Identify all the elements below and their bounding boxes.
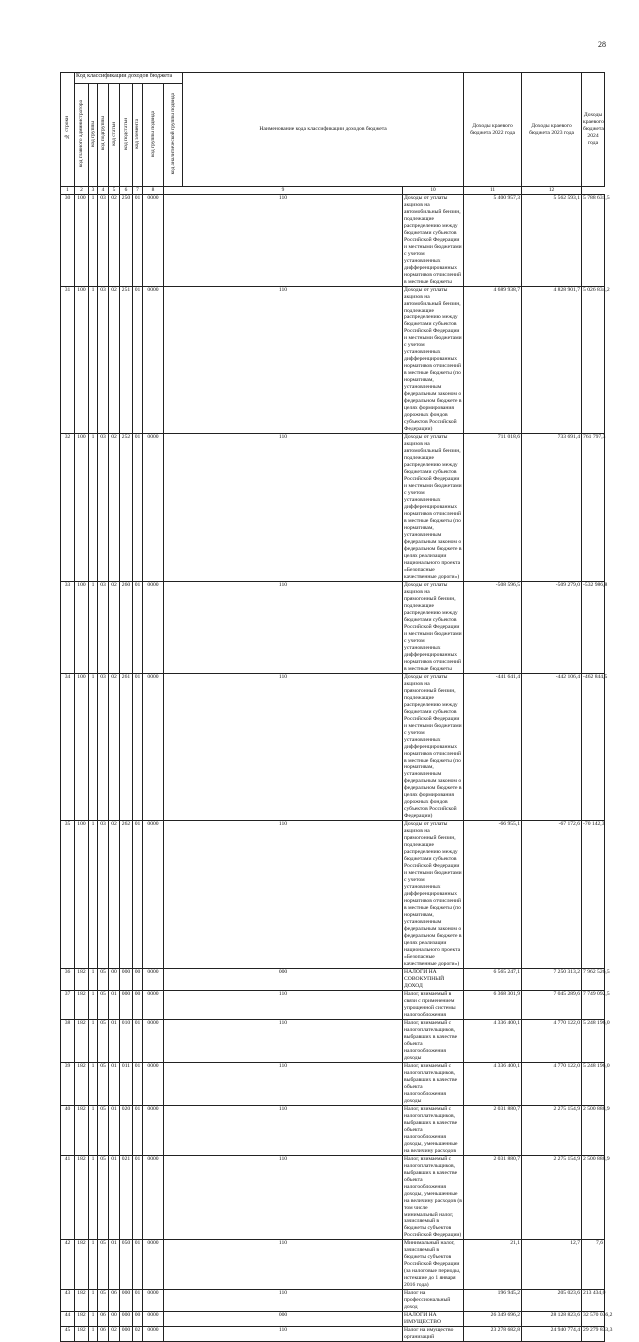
table-row: [61, 990, 605, 1019]
value-2023: 4 770 122,0: [522, 1062, 582, 1105]
row-number: 36: [61, 969, 75, 991]
code-element: 00: [133, 1312, 143, 1327]
code-article: 01: [109, 1019, 120, 1062]
code-subtype-group: 0000: [143, 969, 164, 991]
value-2024: 5 248 196,0: [582, 1062, 605, 1105]
code-analytic: 110: [164, 1062, 403, 1105]
code-element: 01: [133, 1105, 143, 1155]
value-2024: 5 026 834,2: [582, 286, 605, 434]
code-group: 1: [89, 1062, 98, 1105]
value-2024: 761 797,3: [582, 434, 605, 582]
code-analytic: 110: [164, 434, 403, 582]
row-number: 32: [61, 434, 75, 582]
code-group: 1: [89, 673, 98, 821]
revenue-name: Налог, взимаемый с налогоплательщиков, выбравших в качестве объекта налогообложения доходы: [403, 1062, 464, 1105]
code-subgroup: 05: [98, 969, 109, 991]
code-analytic: 110: [164, 990, 403, 1019]
code-group: 1: [89, 581, 98, 673]
code-admin: 100: [75, 286, 89, 434]
value-2022: -441 641,4: [464, 673, 522, 821]
code-analytic: 110: [164, 1327, 403, 1342]
code-group: 1: [89, 1019, 98, 1062]
code-article: 01: [109, 1062, 120, 1105]
code-article: 01: [109, 1155, 120, 1240]
value-2023: 7 045 289,6: [522, 990, 582, 1019]
table-row: [61, 969, 605, 991]
table-row: [61, 1105, 605, 1155]
code-admin: 182: [75, 1155, 89, 1240]
code-subarticle: 252: [120, 434, 133, 582]
code-subarticle: 250: [120, 194, 133, 286]
value-2024: 7 962 526,5: [582, 969, 605, 991]
code-article: 00: [109, 1312, 120, 1327]
code-admin: 182: [75, 990, 89, 1019]
revenue-name: Налог на имущество организаций: [403, 1327, 464, 1342]
code-article: 01: [109, 1105, 120, 1155]
value-2022: 23 278 682,8: [464, 1327, 522, 1342]
code-subarticle: 260: [120, 581, 133, 673]
value-2024: 5 248 196,0: [582, 1019, 605, 1062]
header-code-element: код элемента: [133, 84, 143, 187]
code-subarticle: 251: [120, 286, 133, 434]
code-subtype-group: 0000: [143, 673, 164, 821]
value-2023: -509 279,0: [522, 581, 582, 673]
code-group: 1: [89, 990, 98, 1019]
code-subarticle: 020: [120, 1105, 133, 1155]
revenue-name: Доходы от уплаты акцизов на автомобильный бензин, подлежащие распределению между бюджетами субъектов Российской Федерации и местными бюджетами с учетом установленных дифференцированных нормативов отчислений в местные бюджеты (по нормативам, установленным федеральным законом о федеральном бюджете в целях формирования дорожных фондов субъектов Российской Федерации): [404, 286, 462, 433]
code-subarticle: 000: [120, 1312, 133, 1327]
code-element: 01: [133, 673, 143, 821]
value-2022: 21,1: [464, 1240, 522, 1290]
value-2022: 2 031 880,7: [464, 1105, 522, 1155]
code-article: 02: [109, 581, 120, 673]
row-number: 41: [61, 1155, 75, 1240]
revenue-name: Доходы от уплаты акцизов на прямогонный бензин, подлежащие распределению между бюджетами субъектов Российской Федерации и местными бюджетами с учетом установленных дифференцированных нормативов отчислений в местные бюджеты: [404, 581, 462, 672]
code-article: 02: [109, 821, 120, 969]
code-subtype-group: 0000: [143, 1019, 164, 1062]
row-number: 44: [61, 1312, 75, 1327]
value-2024: 7,6: [582, 1240, 605, 1290]
code-subarticle: 262: [120, 821, 133, 969]
row-number: 39: [61, 1062, 75, 1105]
value-2022: 711 018,6: [464, 434, 522, 582]
code-subarticle: 010: [120, 1019, 133, 1062]
row-number: 42: [61, 1240, 75, 1290]
code-article: 02: [109, 286, 120, 434]
code-group: 1: [89, 434, 98, 582]
value-2023: 2 275 154,9: [522, 1105, 582, 1155]
code-subgroup: 06: [98, 1312, 109, 1327]
value-2024: -70 142,3: [582, 821, 605, 969]
header-code-analytic: код аналитической группы подвида: [164, 84, 183, 187]
code-subgroup: 03: [98, 821, 109, 969]
value-2023: -442 106,4: [522, 673, 582, 821]
code-analytic: 110: [164, 581, 403, 673]
code-subtype-group: 0000: [143, 1062, 164, 1105]
code-element: 01: [133, 1240, 143, 1290]
revenue-name: НАЛОГИ НА ИМУЩЕСТВО: [403, 1312, 464, 1327]
code-element: 01: [133, 581, 143, 673]
code-subarticle: 000: [120, 1327, 133, 1342]
code-admin: 182: [75, 1062, 89, 1105]
row-number: 30: [61, 194, 75, 286]
code-admin: 182: [75, 969, 89, 991]
code-subgroup: 05: [98, 990, 109, 1019]
revenue-name: Минимальный налог, зачисляемый в бюджеты субъектов Российской Федерации (за налоговые периоды, истекшие до 1 января 2016 года): [403, 1240, 464, 1290]
code-subtype-group: 0000: [143, 434, 164, 582]
header-code-article: код статьи: [109, 84, 120, 187]
row-number: 31: [61, 286, 75, 434]
code-group: 1: [89, 1155, 98, 1240]
table-row: [61, 1290, 605, 1312]
table-row: [61, 1327, 605, 1342]
code-element: 01: [133, 1155, 143, 1240]
code-analytic: 110: [164, 821, 403, 969]
code-subgroup: 05: [98, 1240, 109, 1290]
code-article: 01: [109, 990, 120, 1019]
code-subgroup: 05: [98, 1062, 109, 1105]
code-article: 00: [109, 969, 120, 991]
code-element: 01: [133, 821, 143, 969]
header-code-admin: код главного администратора: [75, 84, 89, 187]
code-element: 01: [133, 1062, 143, 1105]
code-admin: 182: [75, 1240, 89, 1290]
header-2022: Доходы краевого бюджета 2022 года: [464, 73, 522, 187]
value-2023: 2 275 154,9: [522, 1155, 582, 1240]
revenue-name: НАЛОГИ НА СОВОКУПНЫЙ ДОХОД: [403, 969, 464, 991]
revenue-name: Доходы от уплаты акцизов на прямогонный бензин, подлежащие распределению между бюджетами субъектов Российской Федерации и местными бюджетами с учетом установленных дифференцированных нормативов отчислений в местные бюджеты (по нормативам, установленным федеральным законом о федеральном бюджете в целях реализации национального проекта «Безопасные качественные дороги»): [404, 821, 462, 968]
value-2022: 196 945,2: [464, 1290, 522, 1312]
value-2024: 5 788 631,5: [582, 194, 605, 286]
revenue-name: Налог, взимаемый с налогоплательщиков, выбравших в качестве объекта налогообложения доходы, уменьшенные на величину расходов (в том числе минимальный налог, зачисляемый в бюджеты субъектов Российской Федерации): [404, 1155, 462, 1239]
code-subtype-group: 0000: [143, 581, 164, 673]
revenue-name: Доходы от уплаты акцизов на автомобильный бензин, подлежащие распределению между бюджетами субъектов Российской Федерации и местными бюджетами с учетом установленных дифференцированных нормативов отчислений в местные бюджеты (по нормативам, установленным федеральным законом о федеральном бюджете в целях реализации национального проекта «Безопасные качественные дороги»): [404, 434, 462, 580]
code-admin: 100: [75, 194, 89, 286]
row-number: 34: [61, 673, 75, 821]
code-analytic: 110: [164, 1155, 403, 1240]
table-row: [61, 1155, 605, 1240]
code-subtype-group: 0000: [143, 1312, 164, 1327]
row-number: 33: [61, 581, 75, 673]
code-article: 01: [109, 1240, 120, 1290]
code-subarticle: 000: [120, 1290, 133, 1312]
revenue-name: Налог, взимаемый с налогоплательщиков, выбравших в качестве объекта налогообложения доходы: [403, 1019, 464, 1062]
code-subtype-group: 0000: [143, 194, 164, 286]
value-2022: 26 349 696,2: [464, 1312, 522, 1327]
header-name: Наименование кода классификации доходов бюджета: [183, 73, 464, 187]
row-number: 40: [61, 1105, 75, 1155]
code-group: 1: [89, 286, 98, 434]
value-2023: 4 770 122,0: [522, 1019, 582, 1062]
code-subgroup: 05: [98, 1019, 109, 1062]
code-subarticle: 000: [120, 990, 133, 1019]
code-subarticle: 011: [120, 1062, 133, 1105]
table-row: [61, 1019, 605, 1062]
value-2024: 32 570 036,2: [582, 1312, 605, 1327]
code-analytic: 110: [164, 673, 403, 821]
code-analytic: 110: [164, 1240, 403, 1290]
code-analytic: 000: [164, 969, 403, 991]
code-admin: 182: [75, 1105, 89, 1155]
code-element: 01: [133, 434, 143, 582]
value-2023: 24 940 774,4: [522, 1327, 582, 1342]
revenue-name: Налог, взимаемый с налогоплательщиков, выбравших в качестве объекта налогообложения доходы, уменьшенные на величину расходов: [403, 1105, 464, 1155]
code-subarticle: 261: [120, 673, 133, 821]
header-code-subarticle: код подстатьи: [120, 84, 133, 187]
table-row: [61, 673, 605, 821]
header-code-group-col: код группы: [89, 84, 98, 187]
value-2024: 29 279 833,3: [582, 1327, 605, 1342]
code-subtype-group: 0000: [143, 990, 164, 1019]
code-subtype-group: 0000: [143, 1105, 164, 1155]
row-number: 37: [61, 990, 75, 1019]
revenue-name: Налог на профессиональный доход: [403, 1290, 464, 1312]
code-element: 02: [133, 1327, 143, 1342]
value-2023: 733 691,4: [522, 434, 582, 582]
code-group: 1: [89, 1312, 98, 1327]
code-subtype-group: 0000: [143, 821, 164, 969]
code-analytic: 110: [164, 194, 403, 286]
code-admin: 100: [75, 673, 89, 821]
revenue-name: Доходы от уплаты акцизов на автомобильный бензин, подлежащие распределению между бюджетами субъектов Российской Федерации и местными бюджетами с учетом установленных дифференцированных нормативов отчислений в местные бюджеты: [404, 194, 462, 285]
code-subarticle: 050: [120, 1240, 133, 1290]
value-2022: 5 400 957,3: [464, 194, 522, 286]
code-article: 02: [109, 1327, 120, 1342]
code-subtype-group: 0000: [143, 1327, 164, 1342]
code-group: 1: [89, 194, 98, 286]
code-article: 02: [109, 194, 120, 286]
code-element: 00: [133, 990, 143, 1019]
value-2022: 6 565 247,1: [464, 969, 522, 991]
code-group: 1: [89, 1327, 98, 1342]
code-subgroup: 03: [98, 286, 109, 434]
header-row-no: № строки: [61, 73, 75, 187]
value-2024: 7 749 092,5: [582, 990, 605, 1019]
code-element: 01: [133, 1019, 143, 1062]
code-group: 1: [89, 1290, 98, 1312]
code-subtype-group: 0000: [143, 1290, 164, 1312]
code-analytic: 110: [164, 1105, 403, 1155]
code-admin: 100: [75, 434, 89, 582]
code-article: 06: [109, 1290, 120, 1312]
value-2023: 4 828 901,7: [522, 286, 582, 434]
code-group: 1: [89, 1105, 98, 1155]
value-2023: 5 562 593,1: [522, 194, 582, 286]
code-admin: 100: [75, 821, 89, 969]
code-subgroup: 05: [98, 1290, 109, 1312]
value-2024: 2 500 888,9: [582, 1155, 605, 1240]
code-analytic: 110: [164, 286, 403, 434]
value-2024: -462 844,5: [582, 673, 605, 821]
code-group: 1: [89, 969, 98, 991]
table-row: [61, 286, 605, 434]
code-subarticle: 000: [120, 969, 133, 991]
revenue-table: [60, 72, 613, 1342]
table-row: [61, 1312, 605, 1327]
header-code-subgroup: код подгруппы: [98, 84, 109, 187]
code-subtype-group: 0000: [143, 1240, 164, 1290]
value-2023: 205 023,6: [522, 1290, 582, 1312]
value-2023: 28 128 823,6: [522, 1312, 582, 1327]
row-number: 38: [61, 1019, 75, 1062]
code-admin: 182: [75, 1327, 89, 1342]
table-row: [61, 1240, 605, 1290]
code-subgroup: 05: [98, 1105, 109, 1155]
code-article: 02: [109, 434, 120, 582]
value-2024: 2 500 888,9: [582, 1105, 605, 1155]
code-subtype-group: 0000: [143, 286, 164, 434]
table-row: [61, 821, 605, 969]
value-2022: 4 689 938,7: [464, 286, 522, 434]
table-row: [61, 194, 605, 286]
code-subgroup: 03: [98, 673, 109, 821]
value-2024: -532 986,8: [582, 581, 605, 673]
row-number: 43: [61, 1290, 75, 1312]
value-2024: 213 434,0: [582, 1290, 605, 1312]
header-code-group: Код классификации доходов бюджета: [75, 73, 183, 84]
value-2023: 7 250 313,2: [522, 969, 582, 991]
header-2023: Доходы краевого бюджета 2023 года: [522, 73, 582, 187]
code-subtype-group: 0000: [143, 1155, 164, 1240]
code-subgroup: 03: [98, 194, 109, 286]
code-element: 01: [133, 1290, 143, 1312]
code-admin: 100: [75, 581, 89, 673]
value-2022: -66 955,1: [464, 821, 522, 969]
code-analytic: 110: [164, 1290, 403, 1312]
code-analytic: 000: [164, 1312, 403, 1327]
revenue-name: Налог, взимаемый в связи с применением упрощенной системы налогообложения: [403, 990, 464, 1019]
table-row: [61, 581, 605, 673]
code-subgroup: 05: [98, 1155, 109, 1240]
code-group: 1: [89, 821, 98, 969]
row-number: 45: [61, 1327, 75, 1342]
value-2022: 4 336 400,1: [464, 1019, 522, 1062]
page-number: 28: [598, 40, 606, 49]
code-admin: 182: [75, 1312, 89, 1327]
code-group: 1: [89, 1240, 98, 1290]
value-2022: 4 336 400,1: [464, 1062, 522, 1105]
code-subgroup: 03: [98, 581, 109, 673]
value-2022: 6 368 301,9: [464, 990, 522, 1019]
code-element: 01: [133, 286, 143, 434]
value-2023: 12,7: [522, 1240, 582, 1290]
code-subgroup: 06: [98, 1327, 109, 1342]
row-number: 35: [61, 821, 75, 969]
code-analytic: 110: [164, 1019, 403, 1062]
table-row: [61, 1062, 605, 1105]
value-2022: -508 596,5: [464, 581, 522, 673]
code-element: 00: [133, 969, 143, 991]
value-2022: 2 031 880,7: [464, 1155, 522, 1240]
revenue-name: Доходы от уплаты акцизов на прямогонный бензин, подлежащие распределению между бюджетами субъектов Российской Федерации и местными бюджетами с учетом установленных дифференцированных нормативов отчислений в местные бюджеты (по нормативам, установленным федеральным законом о федеральном бюджете в целях формирования дорожных фондов субъектов Российской Федерации): [404, 673, 462, 820]
header-code-subtype-group: код группы подвида: [143, 84, 164, 187]
code-element: 01: [133, 194, 143, 286]
header-2024: Доходы краевого бюджета 2024 года: [582, 73, 605, 187]
value-2023: -67 172,6: [522, 821, 582, 969]
code-subarticle: 021: [120, 1155, 133, 1240]
table-row: [61, 434, 605, 582]
code-article: 02: [109, 673, 120, 821]
code-admin: 182: [75, 1019, 89, 1062]
column-number-row: 1 2 3 4 5 6 7 8 9 10 11 12: [61, 187, 605, 195]
code-subgroup: 03: [98, 434, 109, 582]
code-admin: 182: [75, 1290, 89, 1312]
